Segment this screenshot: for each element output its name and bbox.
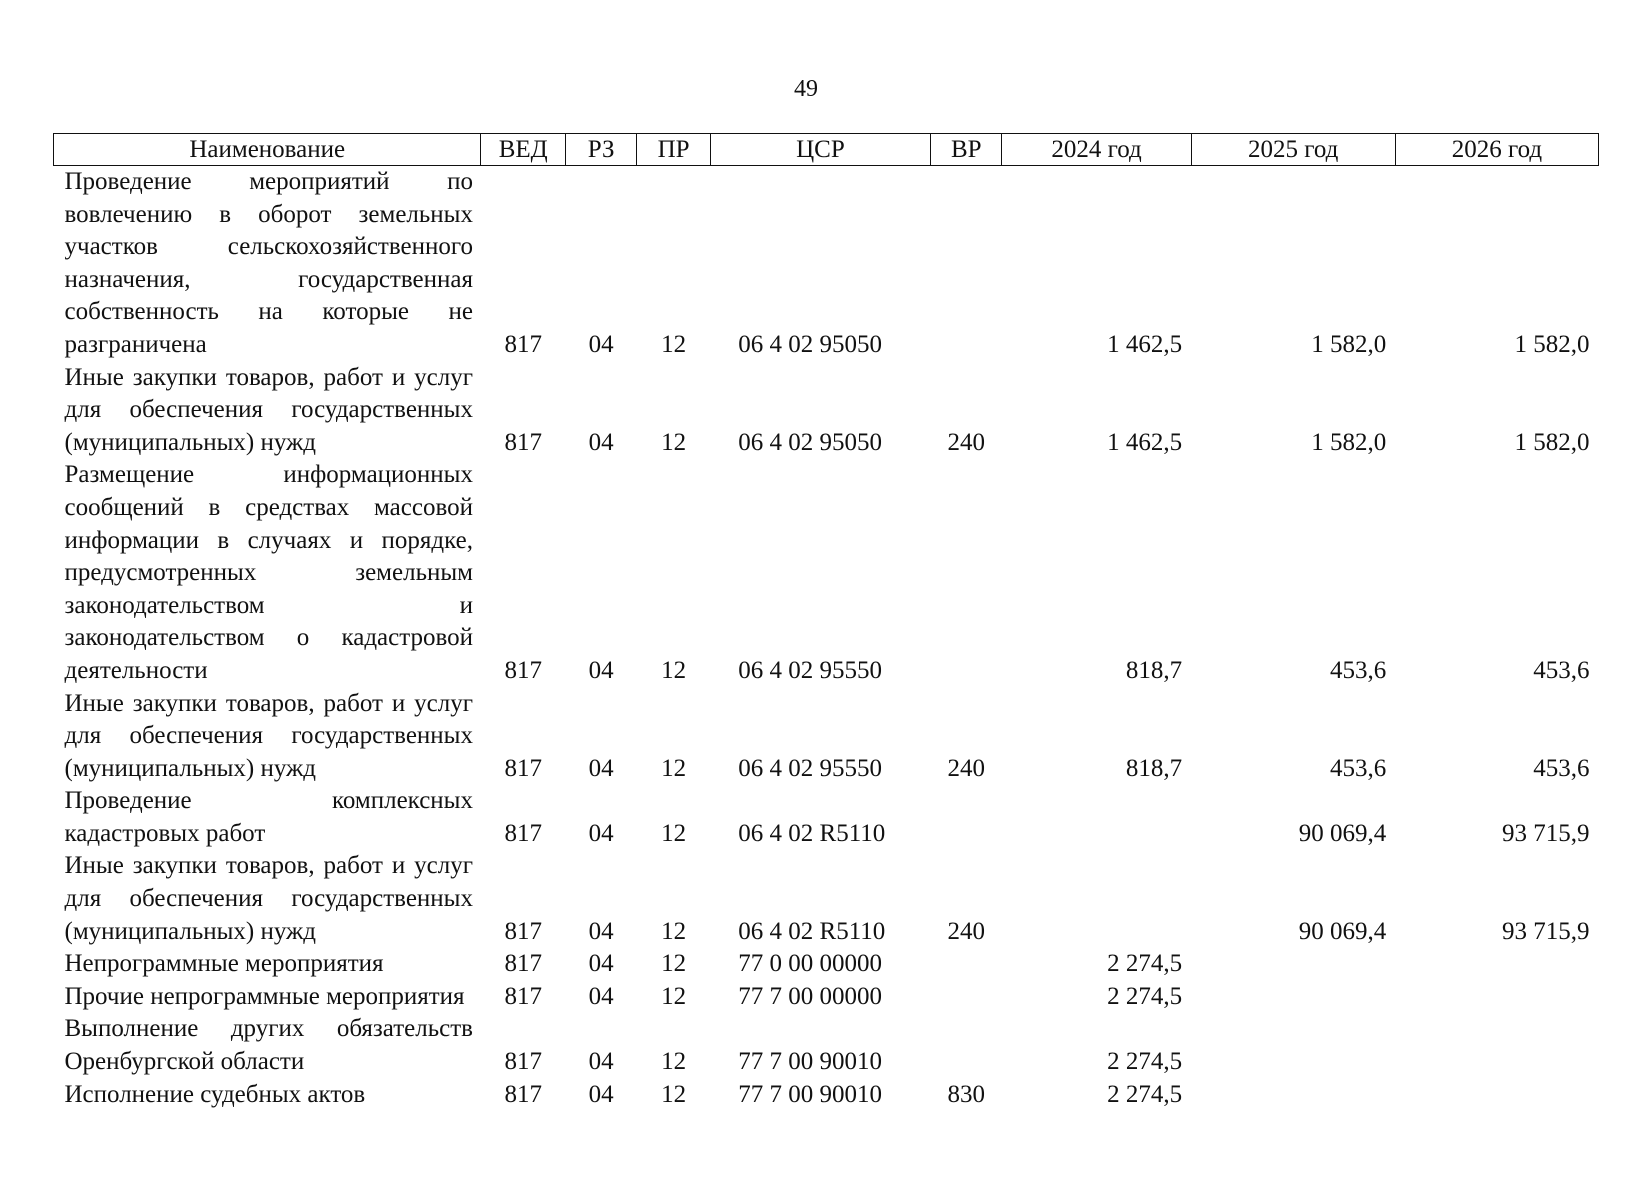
cell-2024: 2 274,5 [1107, 1080, 1183, 1108]
cell-2026 [1395, 981, 1598, 1014]
cell-vr [931, 981, 1002, 1014]
cell-2024: 818,7 [1125, 656, 1183, 684]
table-row [54, 459, 1599, 687]
cell-pr: 12 [661, 1080, 687, 1108]
budget-table [53, 133, 1599, 1111]
cell-vr [931, 459, 1002, 687]
table-row [54, 688, 1599, 786]
cell-2025 [1191, 1013, 1395, 1078]
cell-ved: 817 [504, 330, 542, 358]
cell-2025: 1 582,0 [1311, 428, 1387, 456]
cell-rz: 04 [588, 428, 614, 456]
cell-pr: 12 [661, 428, 687, 456]
cell-ved: 817 [504, 950, 542, 978]
cell-2026 [1395, 1079, 1598, 1112]
header-2025: 2025 год [1191, 134, 1395, 166]
cell-name: Проведение комплексных кадастровых работ [64, 787, 473, 847]
cell-rz: 04 [588, 1048, 614, 1076]
cell-vr: 830 [947, 1080, 986, 1108]
cell-2026: 93 715,9 [1502, 819, 1590, 847]
cell-2026 [1395, 948, 1598, 981]
cell-pr: 12 [661, 982, 687, 1010]
cell-2025 [1191, 981, 1395, 1014]
cell-2025: 1 582,0 [1311, 330, 1387, 358]
cell-csr: 06 4 02 95050 [738, 428, 883, 456]
cell-2025: 453,6 [1330, 754, 1387, 782]
table-body [54, 166, 1599, 1112]
table-row [54, 948, 1599, 981]
cell-rz: 04 [588, 330, 614, 358]
cell-2025: 453,6 [1330, 656, 1387, 684]
cell-ved: 817 [504, 982, 542, 1010]
cell-ved: 817 [504, 819, 542, 847]
table-row [54, 785, 1599, 850]
cell-csr: 77 0 00 00000 [738, 950, 883, 978]
cell-2024 [1002, 850, 1191, 948]
header-name: Наименование [54, 134, 481, 166]
cell-rz: 04 [588, 819, 614, 847]
cell-pr: 12 [661, 656, 687, 684]
cell-2024 [1002, 785, 1191, 850]
cell-2025 [1191, 1079, 1395, 1112]
cell-name: Непрограммные мероприятия [64, 950, 384, 978]
cell-csr: 77 7 00 90010 [738, 1080, 883, 1108]
cell-2025: 90 069,4 [1298, 819, 1387, 847]
cell-vr [931, 1013, 1002, 1078]
cell-pr: 12 [661, 950, 687, 978]
table-row [54, 166, 1599, 362]
cell-pr: 12 [661, 819, 687, 847]
cell-name: Исполнение судебных актов [64, 1080, 366, 1108]
cell-name: Иные закупки товаров, работ и услуг для обеспечения государственных (муниципальных) нужд [64, 852, 473, 945]
page-number: 49 [794, 76, 818, 102]
cell-pr: 12 [661, 330, 687, 358]
header-vr: ВР [931, 134, 1002, 166]
cell-vr: 240 [947, 428, 986, 456]
table-row [54, 1013, 1599, 1078]
cell-csr: 77 7 00 90010 [738, 1048, 883, 1076]
cell-vr [931, 166, 1002, 362]
cell-2026: 93 715,9 [1502, 917, 1590, 945]
cell-rz: 04 [588, 656, 614, 684]
table-row [54, 1079, 1599, 1112]
table-header-row [54, 134, 1599, 166]
cell-2025: 90 069,4 [1298, 917, 1387, 945]
cell-ved: 817 [504, 428, 542, 456]
cell-2024: 2 274,5 [1107, 982, 1183, 1010]
cell-2026: 1 582,0 [1514, 330, 1590, 358]
cell-name: Выполнение других обязательств Оренбургской области [64, 1015, 473, 1076]
cell-2025 [1191, 948, 1395, 981]
cell-vr [931, 948, 1002, 981]
cell-vr [931, 785, 1002, 850]
cell-ved: 817 [504, 917, 542, 945]
table-row [54, 850, 1599, 948]
cell-2026: 1 582,0 [1514, 428, 1590, 456]
cell-2024: 818,7 [1125, 754, 1183, 782]
cell-2026: 453,6 [1533, 656, 1590, 684]
cell-name: Проведение мероприятий по вовлечению в оборот земельных участков сельскохозяйственного назначения, государственная собственность на которые не разграничена [64, 168, 473, 358]
cell-csr: 06 4 02 95550 [738, 754, 883, 782]
cell-csr: 06 4 02 95550 [738, 656, 883, 684]
table-row [54, 362, 1599, 460]
cell-2026: 453,6 [1533, 754, 1590, 782]
cell-2024: 2 274,5 [1107, 1048, 1183, 1076]
table-row [54, 981, 1599, 1014]
cell-csr: 06 4 02 R5110 [738, 819, 886, 847]
header-2026: 2026 год [1395, 134, 1598, 166]
cell-2026 [1395, 1013, 1598, 1078]
cell-pr: 12 [661, 754, 687, 782]
cell-ved: 817 [504, 1080, 542, 1108]
cell-2024: 1 462,5 [1107, 330, 1183, 358]
cell-ved: 817 [504, 754, 542, 782]
cell-rz: 04 [588, 917, 614, 945]
cell-name: Прочие непрограммные мероприятия [64, 982, 465, 1010]
header-ved: ВЕД [481, 134, 565, 166]
cell-vr: 240 [947, 917, 986, 945]
cell-ved: 817 [504, 1048, 542, 1076]
cell-name: Иные закупки товаров, работ и услуг для обеспечения государственных (муниципальных) нужд [64, 689, 473, 782]
cell-pr: 12 [661, 1048, 687, 1076]
cell-rz: 04 [588, 982, 614, 1010]
cell-name: Иные закупки товаров, работ и услуг для обеспечения государственных (муниципальных) нужд [64, 363, 473, 456]
header-rz: РЗ [565, 134, 636, 166]
header-pr: ПР [637, 134, 710, 166]
cell-2024: 2 274,5 [1107, 950, 1183, 978]
cell-rz: 04 [588, 950, 614, 978]
cell-pr: 12 [661, 917, 687, 945]
cell-vr: 240 [947, 754, 986, 782]
cell-csr: 77 7 00 00000 [738, 982, 883, 1010]
cell-2024: 1 462,5 [1107, 428, 1183, 456]
header-2024: 2024 год [1002, 134, 1191, 166]
cell-csr: 06 4 02 95050 [738, 330, 883, 358]
cell-csr: 06 4 02 R5110 [738, 917, 886, 945]
header-csr: ЦСР [710, 134, 930, 166]
cell-rz: 04 [588, 754, 614, 782]
cell-name: Размещение информационных сообщений в средствах массовой информации в случаях и порядке, предусмотренных земельным законодательством и законодательством о кадастровой деятельности [64, 461, 473, 684]
cell-ved: 817 [504, 656, 542, 684]
cell-rz: 04 [588, 1080, 614, 1108]
